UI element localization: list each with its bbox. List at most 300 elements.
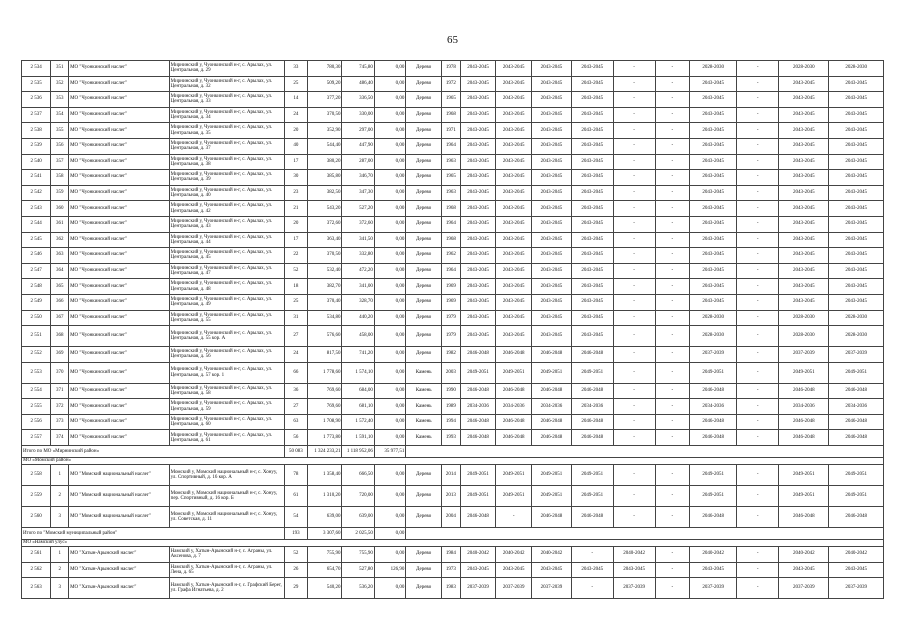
cell-p7: 2043-2045 <box>690 138 737 154</box>
cell-k: 356 <box>51 138 69 154</box>
cell-a: 17 <box>284 232 307 248</box>
cell-p8: - <box>737 310 779 326</box>
cell-p5: - <box>613 507 655 528</box>
cell-y: 1968 <box>441 232 460 248</box>
cell-c: 486,40 <box>342 76 374 92</box>
cell-y: 1994 <box>441 414 460 430</box>
cell-p3: 2043-2045 <box>532 123 572 139</box>
cell-y: 1965 <box>441 92 460 108</box>
cell-p10: 2043-2045 <box>829 138 884 154</box>
cell-m: Дерево <box>406 232 442 248</box>
cell-p1: 2043-2045 <box>460 154 496 170</box>
cell-org: МО "Чуонкинский наслег" <box>69 362 170 383</box>
cell-p3: 2043-2045 <box>532 310 572 326</box>
cell-p10: 2046-2048 <box>829 430 884 446</box>
cell-org: МО "Чуонкинский наслег" <box>69 61 170 77</box>
cell-p2: 2043-2045 <box>496 232 532 248</box>
cell-p8: - <box>737 248 779 264</box>
cell-k: 368 <box>51 326 69 347</box>
cell-n: 2 539 <box>22 138 51 154</box>
cell-p5: - <box>613 232 655 248</box>
cell-p3: 2043-2045 <box>532 107 572 123</box>
cell-p5: - <box>613 248 655 264</box>
cell-p10: 2043-2045 <box>829 123 884 139</box>
cell-p6: - <box>655 279 690 295</box>
table-row <box>22 507 884 528</box>
cell-p7: 2040-2042 <box>690 547 737 563</box>
cell-p1: 2046-2048 <box>460 414 496 430</box>
total-b: 3 307,60 <box>307 528 342 540</box>
cell-p6: - <box>655 383 690 399</box>
cell-p9: 2049-2051 <box>779 465 829 486</box>
cell-n: 2 560 <box>22 507 51 528</box>
cell-a: 27 <box>284 326 307 347</box>
cell-p1: 2046-2048 <box>460 430 496 446</box>
cell-b: 1 708,90 <box>307 414 342 430</box>
cell-org: МО "Чуонкинский наслег" <box>69 232 170 248</box>
cell-p1: 2043-2045 <box>460 170 496 186</box>
cell-p5: - <box>613 347 655 363</box>
cell-k: 362 <box>51 232 69 248</box>
cell-b: 382,50 <box>307 185 342 201</box>
cell-m: Дерево <box>406 185 442 201</box>
section-header <box>22 458 884 465</box>
cell-m: Дерево <box>406 92 442 108</box>
cell-k: 373 <box>51 414 69 430</box>
cell-a: 22 <box>284 248 307 264</box>
cell-d: 0,00 <box>374 263 405 279</box>
cell-p10: 2034-2036 <box>829 399 884 415</box>
cell-p2: 2040-2042 <box>496 547 532 563</box>
cell-k: 370 <box>51 362 69 383</box>
cell-p9: 2043-2045 <box>779 248 829 264</box>
cell-k: 1 <box>51 547 69 563</box>
total-label: Итого по "Момский муниципальный район" <box>22 528 285 540</box>
cell-b: 370,50 <box>307 107 342 123</box>
cell-p6: - <box>655 216 690 232</box>
cell-p2: 2034-2036 <box>496 399 532 415</box>
cell-org: МО "Чуонкинский наслег" <box>69 294 170 310</box>
cell-p10: 2043-2045 <box>829 562 884 578</box>
cell-b: 372,60 <box>307 216 342 232</box>
cell-d: 0,00 <box>374 430 405 446</box>
cell-d: 0,00 <box>374 92 405 108</box>
cell-org: МО "Чуонкинский наслег" <box>69 201 170 217</box>
cell-m: Камень <box>406 430 442 446</box>
cell-p9: 2043-2045 <box>779 107 829 123</box>
cell-org: МО "Хатын-Арынский наслег" <box>69 547 170 563</box>
cell-p9: 2037-2039 <box>779 578 829 599</box>
cell-a: 54 <box>284 507 307 528</box>
table-row <box>22 414 884 430</box>
cell-d: 0,00 <box>374 248 405 264</box>
cell-c: 720,00 <box>342 486 374 507</box>
cell-y: 1963 <box>441 185 460 201</box>
cell-p9: 2046-2048 <box>779 507 829 528</box>
table-row <box>22 362 884 383</box>
cell-p5: - <box>613 326 655 347</box>
cell-b: 755,90 <box>307 547 342 563</box>
cell-k: 358 <box>51 170 69 186</box>
cell-b: 769,60 <box>307 399 342 415</box>
cell-m: Дерево <box>406 201 442 217</box>
cell-p9: 2043-2045 <box>779 201 829 217</box>
cell-p6: - <box>655 92 690 108</box>
cell-p6: - <box>655 399 690 415</box>
cell-p6: - <box>655 61 690 77</box>
cell-p2: 2043-2045 <box>496 107 532 123</box>
cell-addr: Момский у, Момский национальный н-г, с. Хонуу, ул. Спортивный, д. 16 кор. А <box>169 465 284 486</box>
cell-p6: - <box>655 562 690 578</box>
cell-p6: - <box>655 154 690 170</box>
cell-b: 654,70 <box>307 562 342 578</box>
cell-p1: 2040-2042 <box>460 547 496 563</box>
cell-p9: 2046-2048 <box>779 383 829 399</box>
cell-m: Дерево <box>406 107 442 123</box>
cell-d: 0,00 <box>374 347 405 363</box>
cell-p9: 2043-2045 <box>779 263 829 279</box>
cell-p7: 2043-2045 <box>690 562 737 578</box>
cell-p4: 2043-2045 <box>571 138 613 154</box>
cell-p3: 2046-2048 <box>532 347 572 363</box>
cell-k: 355 <box>51 123 69 139</box>
table-row <box>22 61 884 77</box>
cell-m: Дерево <box>406 138 442 154</box>
cell-org: МО "Чуонкинский наслег" <box>69 248 170 264</box>
cell-org: МО "Чуонкинский наслег" <box>69 170 170 186</box>
cell-d: 0,00 <box>374 216 405 232</box>
cell-p10: 2043-2045 <box>829 76 884 92</box>
cell-c: 297,00 <box>342 123 374 139</box>
cell-c: 346,70 <box>342 170 374 186</box>
table-row <box>22 138 884 154</box>
cell-addr: Мирнинский у, Чуонкинский н-г, с. Арылах, ул. Центральная, д. 42 <box>169 201 284 217</box>
cell-p8: - <box>737 123 779 139</box>
cell-p7: 2046-2048 <box>690 383 737 399</box>
cell-b: 576,60 <box>307 326 342 347</box>
cell-p1: 2049-2051 <box>460 486 496 507</box>
cell-p8: - <box>737 578 779 599</box>
cell-p10: 2049-2051 <box>829 362 884 383</box>
cell-p1: 2043-2045 <box>460 562 496 578</box>
cell-n: 2 556 <box>22 414 51 430</box>
cell-c: 1 591,10 <box>342 430 374 446</box>
cell-p9: 2043-2045 <box>779 123 829 139</box>
cell-a: 24 <box>284 107 307 123</box>
cell-p9: 2046-2048 <box>779 430 829 446</box>
cell-org: МО "Чуонкинский наслег" <box>69 76 170 92</box>
table-row <box>22 326 884 347</box>
cell-y: 2014 <box>441 465 460 486</box>
cell-d: 0,00 <box>374 185 405 201</box>
cell-p5: - <box>613 465 655 486</box>
table-row <box>22 123 884 139</box>
table-row <box>22 294 884 310</box>
cell-p5: - <box>613 414 655 430</box>
table-row <box>22 562 884 578</box>
cell-d: 0,00 <box>374 399 405 415</box>
cell-p6: - <box>655 507 690 528</box>
cell-k: 366 <box>51 294 69 310</box>
cell-p10: 2046-2048 <box>829 507 884 528</box>
cell-p3: 2043-2045 <box>532 562 572 578</box>
cell-p3: 2037-2039 <box>532 578 572 599</box>
cell-p1: 2046-2048 <box>460 507 496 528</box>
cell-n: 2 545 <box>22 232 51 248</box>
cell-m: Дерево <box>406 547 442 563</box>
total-d: 0,00 <box>374 528 405 540</box>
cell-p5: - <box>613 154 655 170</box>
cell-p8: - <box>737 507 779 528</box>
cell-org: МО "Чуонкинский наслег" <box>69 326 170 347</box>
cell-b: 352,90 <box>307 123 342 139</box>
cell-a: 18 <box>284 279 307 295</box>
cell-p4: 2043-2045 <box>571 154 613 170</box>
cell-org: МО "Чуонкинский наслег" <box>69 216 170 232</box>
cell-p1: 2043-2045 <box>460 326 496 347</box>
cell-p2: 2043-2045 <box>496 216 532 232</box>
cell-d: 0,00 <box>374 138 405 154</box>
cell-p6: - <box>655 310 690 326</box>
cell-p8: - <box>737 232 779 248</box>
cell-c: 1 572,40 <box>342 414 374 430</box>
cell-a: 30 <box>284 170 307 186</box>
cell-p7: 2043-2045 <box>690 123 737 139</box>
cell-p2: 2043-2045 <box>496 170 532 186</box>
cell-p5: - <box>613 279 655 295</box>
cell-p5: - <box>613 76 655 92</box>
cell-a: 29 <box>284 578 307 599</box>
cell-n: 2 558 <box>22 465 51 486</box>
total-empty <box>406 446 884 458</box>
cell-p10: 2049-2051 <box>829 465 884 486</box>
cell-y: 1979 <box>441 310 460 326</box>
section-title: МО «Намский улус» <box>22 540 884 547</box>
cell-p6: - <box>655 486 690 507</box>
cell-p7: 2028-2030 <box>690 61 737 77</box>
cell-d: 0,00 <box>374 383 405 399</box>
cell-p8: - <box>737 170 779 186</box>
cell-p1: 2043-2045 <box>460 279 496 295</box>
cell-n: 2 541 <box>22 170 51 186</box>
cell-p3: 2043-2045 <box>532 61 572 77</box>
cell-p1: 2049-2051 <box>460 362 496 383</box>
cell-p4: 2043-2045 <box>571 170 613 186</box>
cell-y: 1964 <box>441 216 460 232</box>
cell-p10: 2043-2045 <box>829 185 884 201</box>
cell-p2: 2043-2045 <box>496 562 532 578</box>
cell-p4: 2046-2048 <box>571 383 613 399</box>
cell-p1: 2043-2045 <box>460 76 496 92</box>
cell-p9: 2037-2039 <box>779 347 829 363</box>
cell-y: 1964 <box>441 138 460 154</box>
cell-a: 26 <box>284 562 307 578</box>
cell-p8: - <box>737 138 779 154</box>
cell-c: 330,00 <box>342 107 374 123</box>
cell-p1: 2043-2045 <box>460 138 496 154</box>
cell-b: 1 778,60 <box>307 362 342 383</box>
cell-y: 1984 <box>441 547 460 563</box>
cell-p4: 2043-2045 <box>571 310 613 326</box>
cell-p8: - <box>737 154 779 170</box>
cell-p7: 2043-2045 <box>690 76 737 92</box>
cell-p8: - <box>737 61 779 77</box>
cell-p4: 2043-2045 <box>571 562 613 578</box>
cell-d: 0,00 <box>374 170 405 186</box>
cell-p2: 2046-2048 <box>496 414 532 430</box>
cell-p4: 2046-2048 <box>571 347 613 363</box>
cell-n: 2 559 <box>22 486 51 507</box>
cell-org: МО "Чуонкинский наслег" <box>69 430 170 446</box>
cell-p10: 2040-2042 <box>829 547 884 563</box>
cell-p3: 2043-2045 <box>532 154 572 170</box>
cell-d: 0,00 <box>374 61 405 77</box>
cell-p6: - <box>655 326 690 347</box>
cell-m: Дерево <box>406 154 442 170</box>
cell-p6: - <box>655 76 690 92</box>
table-row <box>22 92 884 108</box>
cell-p9: 2040-2042 <box>779 547 829 563</box>
cell-y: 1990 <box>441 383 460 399</box>
cell-p9: 2034-2036 <box>779 399 829 415</box>
cell-p9: 2043-2045 <box>779 170 829 186</box>
cell-p9: 2043-2045 <box>779 154 829 170</box>
cell-n: 2 548 <box>22 279 51 295</box>
cell-p2: 2043-2045 <box>496 138 532 154</box>
cell-p5: - <box>613 216 655 232</box>
cell-addr: Мирнинский у, Чуонкинский н-г, с. Арылах, ул. Центральная, д. 32 <box>169 76 284 92</box>
total-row <box>22 528 884 540</box>
cell-a: 63 <box>284 414 307 430</box>
cell-p7: 2046-2048 <box>690 414 737 430</box>
cell-p6: - <box>655 232 690 248</box>
cell-p8: - <box>737 562 779 578</box>
cell-c: 287,00 <box>342 154 374 170</box>
cell-p1: 2043-2045 <box>460 107 496 123</box>
cell-p4: 2043-2045 <box>571 201 613 217</box>
cell-n: 2 535 <box>22 76 51 92</box>
cell-p9: 2049-2051 <box>779 362 829 383</box>
cell-p1: 2043-2045 <box>460 294 496 310</box>
cell-c: 336,50 <box>342 92 374 108</box>
cell-p5: - <box>613 170 655 186</box>
cell-p4: 2043-2045 <box>571 326 613 347</box>
cell-p2: - <box>496 507 532 528</box>
cell-n: 2 540 <box>22 154 51 170</box>
cell-p1: 2043-2045 <box>460 310 496 326</box>
table-row <box>22 547 884 563</box>
cell-c: 458,00 <box>342 326 374 347</box>
cell-p2: 2049-2051 <box>496 362 532 383</box>
cell-addr: Намский у, Хатын-Арынский н-г, с. Графский Берег, ул. Графа Игнатьева, д. 2 <box>169 578 284 599</box>
cell-y: 1978 <box>441 61 460 77</box>
cell-d: 0,00 <box>374 310 405 326</box>
cell-m: Камень <box>406 414 442 430</box>
cell-k: 363 <box>51 248 69 264</box>
table-row <box>22 465 884 486</box>
cell-p4: 2043-2045 <box>571 263 613 279</box>
cell-c: 755,90 <box>342 547 374 563</box>
cell-addr: Намский у, Хатын-Арынский н-г, с. Аграны, ул. Аксенова, д. 7 <box>169 547 284 563</box>
cell-p6: - <box>655 362 690 383</box>
cell-n: 2 553 <box>22 362 51 383</box>
cell-n: 2 561 <box>22 547 51 563</box>
cell-y: 1962 <box>441 248 460 264</box>
cell-p3: 2046-2048 <box>532 383 572 399</box>
cell-org: МО "Чуонкинский наслег" <box>69 399 170 415</box>
table-row <box>22 578 884 599</box>
cell-p7: 2043-2045 <box>690 279 737 295</box>
cell-p5: - <box>613 430 655 446</box>
cell-p6: - <box>655 123 690 139</box>
cell-y: 1965 <box>441 170 460 186</box>
cell-p8: - <box>737 486 779 507</box>
cell-d: 0,00 <box>374 486 405 507</box>
cell-p8: - <box>737 430 779 446</box>
cell-p3: 2043-2045 <box>532 201 572 217</box>
cell-p3: 2034-2036 <box>532 399 572 415</box>
cell-p10: 2028-2030 <box>829 61 884 77</box>
cell-p1: 2043-2045 <box>460 216 496 232</box>
cell-b: 544,40 <box>307 138 342 154</box>
cell-p7: 2043-2045 <box>690 263 737 279</box>
cell-p7: 2043-2045 <box>690 92 737 108</box>
cell-p1: 2037-2039 <box>460 578 496 599</box>
cell-p8: - <box>737 76 779 92</box>
cell-p8: - <box>737 92 779 108</box>
cell-c: 527,80 <box>342 562 374 578</box>
cell-b: 817,50 <box>307 347 342 363</box>
cell-addr: Мирнинский у, Чуонкинский н-г, с. Арылах, ул. Центральная, д. 58 <box>169 383 284 399</box>
cell-c: 1 574,10 <box>342 362 374 383</box>
cell-p10: 2037-2039 <box>829 347 884 363</box>
cell-y: 1989 <box>441 399 460 415</box>
cell-m: Дерево <box>406 347 442 363</box>
cell-org: МО "Чуонкинский наслег" <box>69 123 170 139</box>
cell-p5: - <box>613 61 655 77</box>
cell-c: 341,50 <box>342 232 374 248</box>
cell-p4: 2043-2045 <box>571 123 613 139</box>
cell-b: 780,30 <box>307 61 342 77</box>
cell-p8: - <box>737 347 779 363</box>
cell-p10: 2046-2048 <box>829 383 884 399</box>
housing-table <box>21 60 884 599</box>
cell-p2: 2049-2051 <box>496 486 532 507</box>
cell-k: 3 <box>51 578 69 599</box>
cell-c: 447,90 <box>342 138 374 154</box>
cell-c: 639,00 <box>342 507 374 528</box>
cell-p9: 2043-2045 <box>779 232 829 248</box>
cell-n: 2 552 <box>22 347 51 363</box>
cell-y: 1964 <box>441 263 460 279</box>
cell-d: 0,00 <box>374 232 405 248</box>
cell-k: 367 <box>51 310 69 326</box>
cell-a: 78 <box>284 465 307 486</box>
cell-b: 1 358,40 <box>307 465 342 486</box>
cell-d: 0,00 <box>374 578 405 599</box>
cell-p3: 2043-2045 <box>532 76 572 92</box>
cell-n: 2 551 <box>22 326 51 347</box>
cell-n: 2 563 <box>22 578 51 599</box>
cell-b: 509,20 <box>307 76 342 92</box>
cell-a: 25 <box>284 76 307 92</box>
cell-a: 17 <box>284 154 307 170</box>
cell-p3: 2049-2051 <box>532 486 572 507</box>
cell-p3: 2040-2042 <box>532 547 572 563</box>
cell-p1: 2043-2045 <box>460 232 496 248</box>
cell-n: 2 534 <box>22 61 51 77</box>
cell-b: 380,20 <box>307 154 342 170</box>
